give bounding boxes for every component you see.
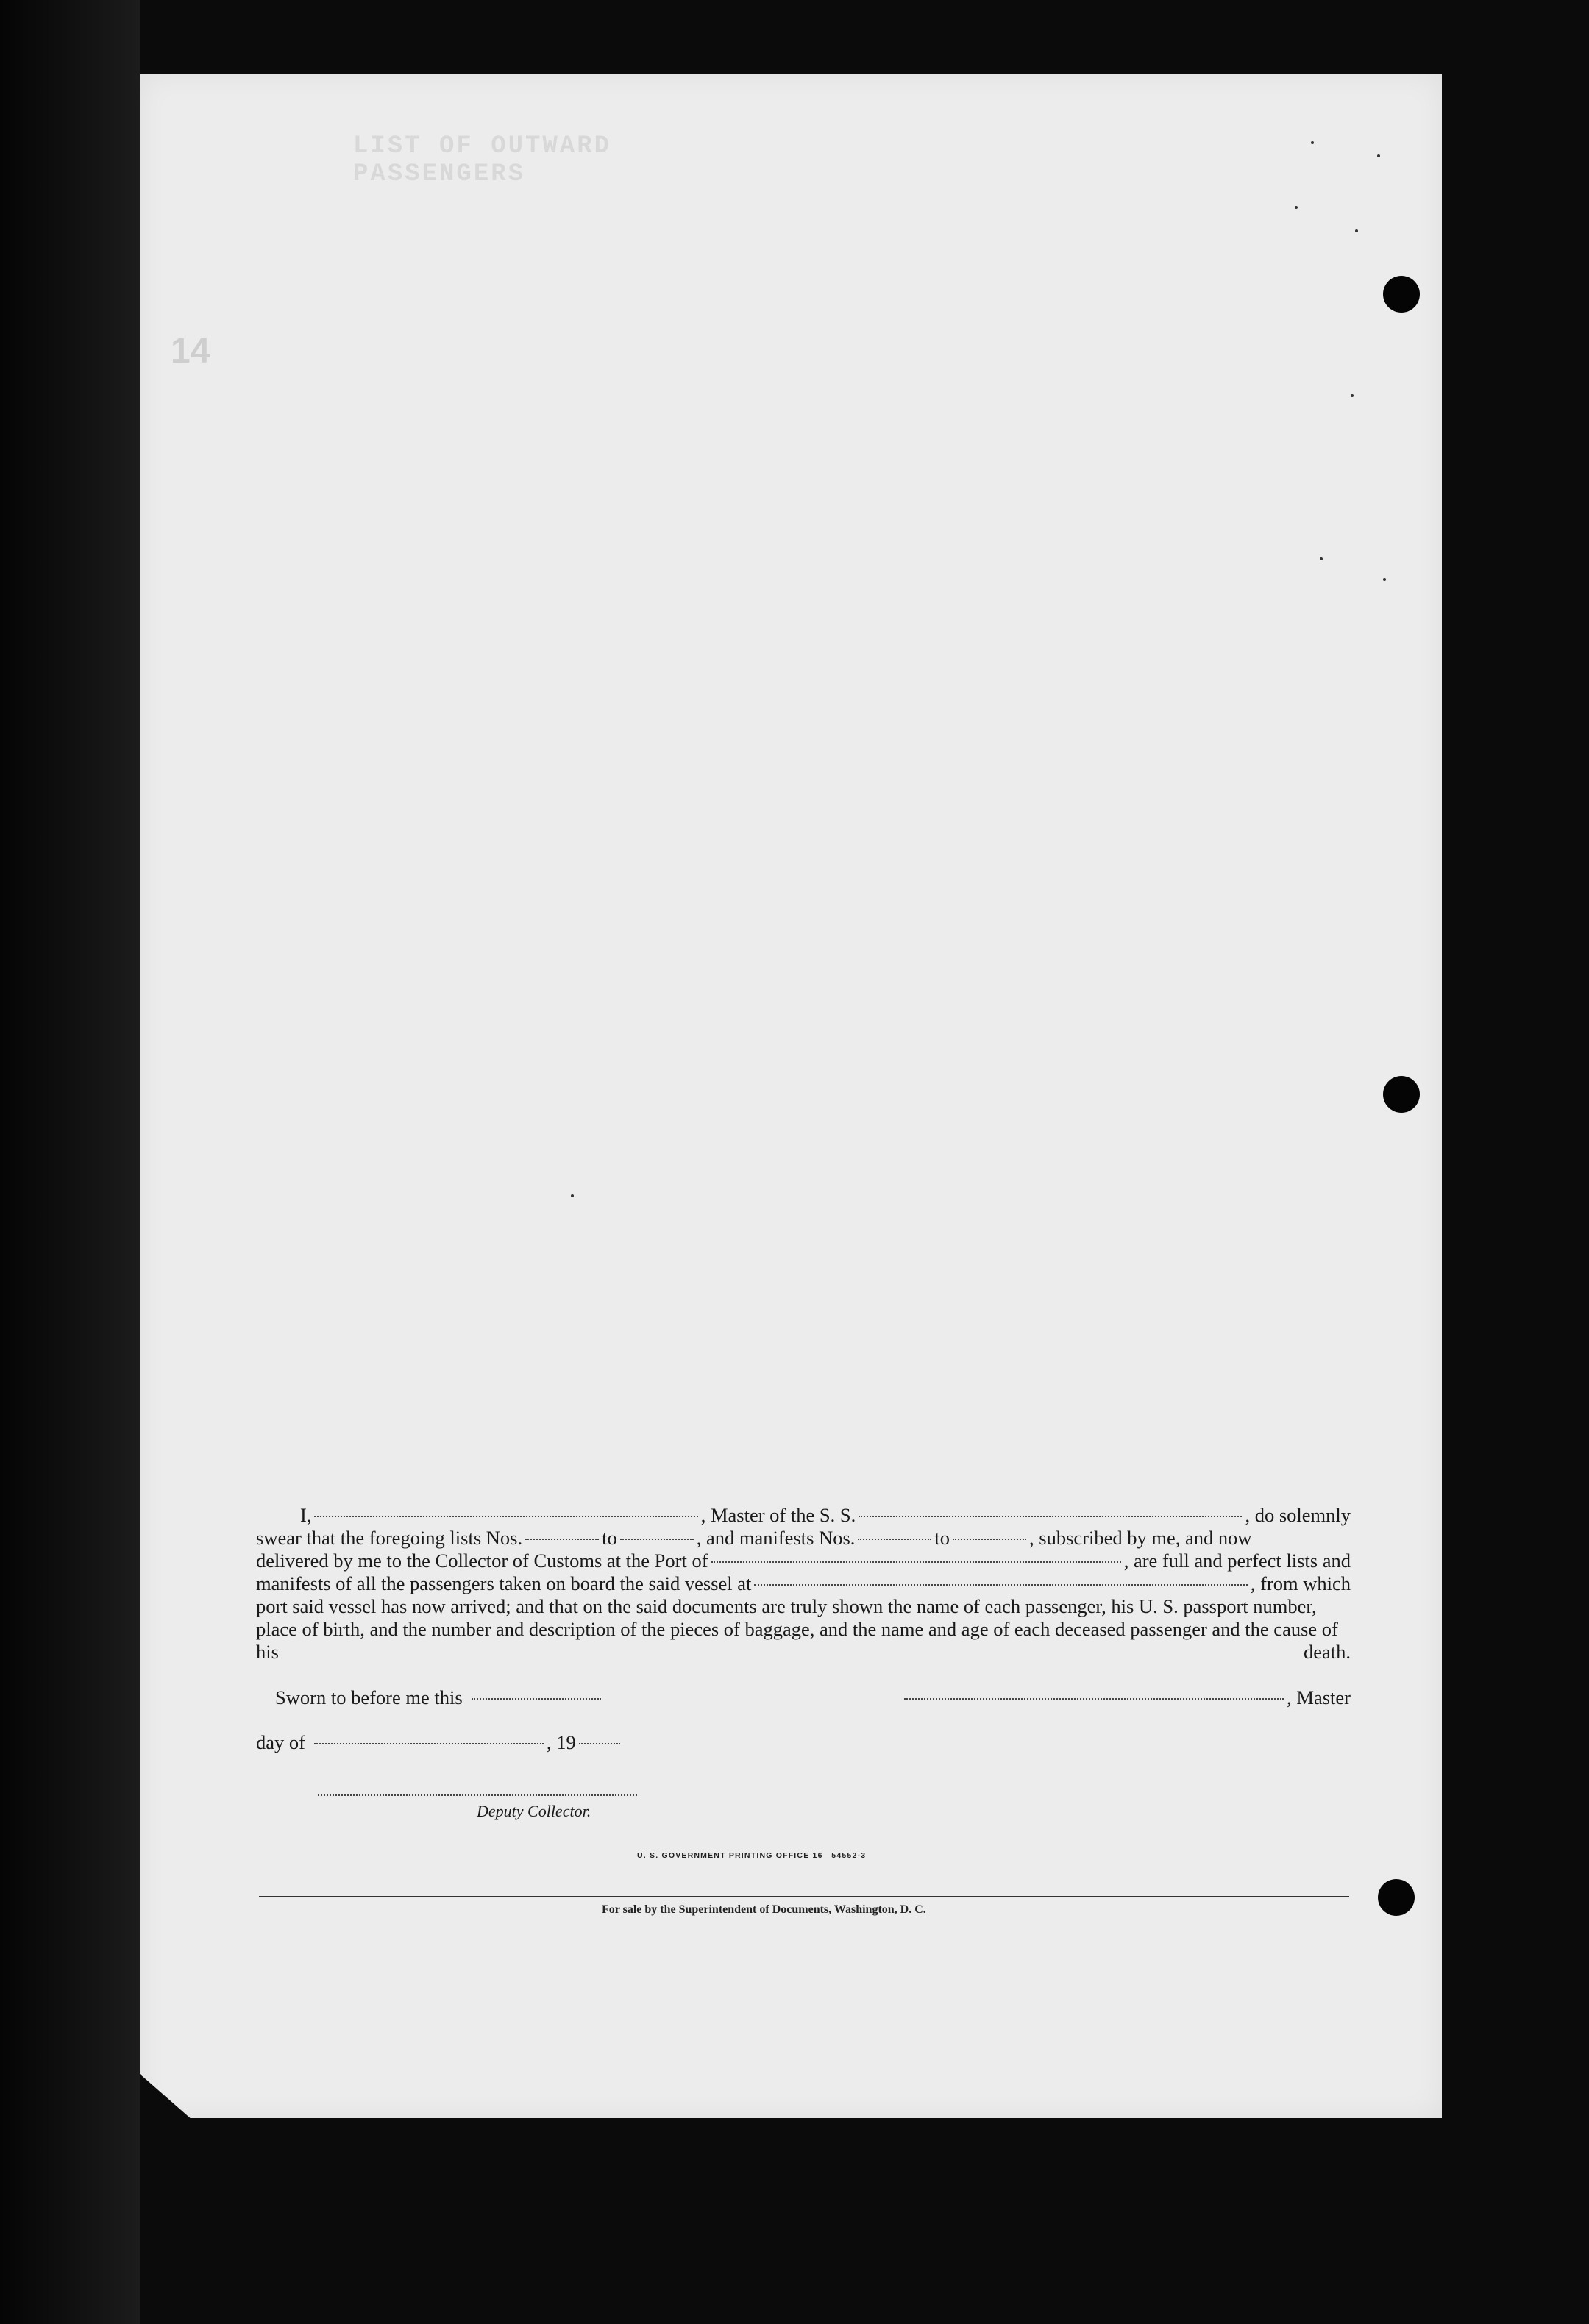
- dust-speck: [1351, 394, 1354, 397]
- manifests-from-blank[interactable]: [858, 1539, 931, 1540]
- port-of-arrival-blank[interactable]: [711, 1561, 1121, 1563]
- day-label: day of: [256, 1731, 305, 1753]
- punch-hole-middle: [1383, 1076, 1420, 1113]
- manifests-to-blank[interactable]: [953, 1539, 1026, 1540]
- footer-rule: [259, 1896, 1349, 1897]
- year-label: , 19: [546, 1731, 576, 1753]
- sworn-statement: [275, 1686, 604, 1709]
- oath-text: swear that the foregoing lists Nos.: [256, 1527, 523, 1549]
- scan-border-left: [0, 0, 140, 2324]
- sale-notice: For sale by the Superintendent of Documents, Washington, D. C.: [602, 1903, 926, 1916]
- deputy-signature-blank[interactable]: [318, 1794, 637, 1796]
- deputy-collector-label: Deputy Collector.: [477, 1802, 591, 1820]
- master-oath-paragraph: [256, 1504, 1351, 1664]
- sworn-date-blank[interactable]: [472, 1698, 601, 1700]
- oath-line-3: [256, 1550, 1351, 1572]
- dust-speck: [1383, 578, 1386, 581]
- lists-from-blank[interactable]: [525, 1539, 599, 1540]
- oath-line-5: port said vessel has now arrived; and that on the said documents are truly shown the name of each passenger, his U. S. passport number, place of birth, and the number and description of the pieces of baggage, and the name and age of each deceased passenger and the cause of his death.: [256, 1595, 1351, 1663]
- dust-speck: [1311, 141, 1314, 144]
- month-blank[interactable]: [314, 1743, 544, 1744]
- master-name-blank[interactable]: [314, 1516, 697, 1517]
- oath-text: delivered by me to the Collector of Customs at the Port of: [256, 1550, 708, 1572]
- dust-speck: [1295, 206, 1298, 209]
- oath-line-4: [256, 1572, 1351, 1595]
- oath-text: to: [602, 1527, 617, 1549]
- master-label: , Master: [1287, 1686, 1351, 1708]
- dust-speck: [1320, 557, 1323, 560]
- oath-text: manifests of all the passengers taken on board the said vessel at: [256, 1572, 752, 1594]
- dust-speck: [1355, 229, 1358, 232]
- oath-text: , and manifests Nos.: [696, 1527, 856, 1549]
- port-of-departure-blank[interactable]: [754, 1584, 1248, 1586]
- master-signature: [901, 1686, 1351, 1709]
- lists-to-blank[interactable]: [620, 1539, 694, 1540]
- dust-speck: [1377, 154, 1380, 157]
- oath-text: , do solemnly: [1245, 1504, 1351, 1526]
- bleed-through-text: LIST OF OUTWARD PASSENGERS: [353, 132, 612, 188]
- oath-text: to: [934, 1527, 950, 1549]
- punch-hole-bottom: [1378, 1879, 1415, 1916]
- oath-text: , subscribed by me, and now: [1029, 1527, 1252, 1549]
- oath-text: , from which: [1250, 1572, 1351, 1594]
- document-page: [140, 74, 1442, 2118]
- oath-text: , are full and perfect lists and: [1123, 1550, 1351, 1572]
- sworn-label: Sworn to before me this: [275, 1686, 463, 1708]
- sworn-row: [256, 1686, 1351, 1716]
- margin-mark: 14: [171, 332, 210, 371]
- oath-text: , Master of the S. S.: [700, 1504, 856, 1526]
- dust-speck: [571, 1194, 574, 1197]
- oath-text: I,: [300, 1504, 312, 1526]
- year-blank[interactable]: [579, 1743, 620, 1744]
- master-signature-blank[interactable]: [904, 1698, 1284, 1700]
- day-row: [256, 1731, 623, 1754]
- oath-line-2: [256, 1527, 1351, 1550]
- punch-hole-top: [1383, 276, 1420, 313]
- vessel-name-blank[interactable]: [859, 1516, 1242, 1517]
- printing-office-imprint: U. S. GOVERNMENT PRINTING OFFICE 16—54552-3: [637, 1851, 867, 1860]
- oath-line-1: [256, 1504, 1351, 1527]
